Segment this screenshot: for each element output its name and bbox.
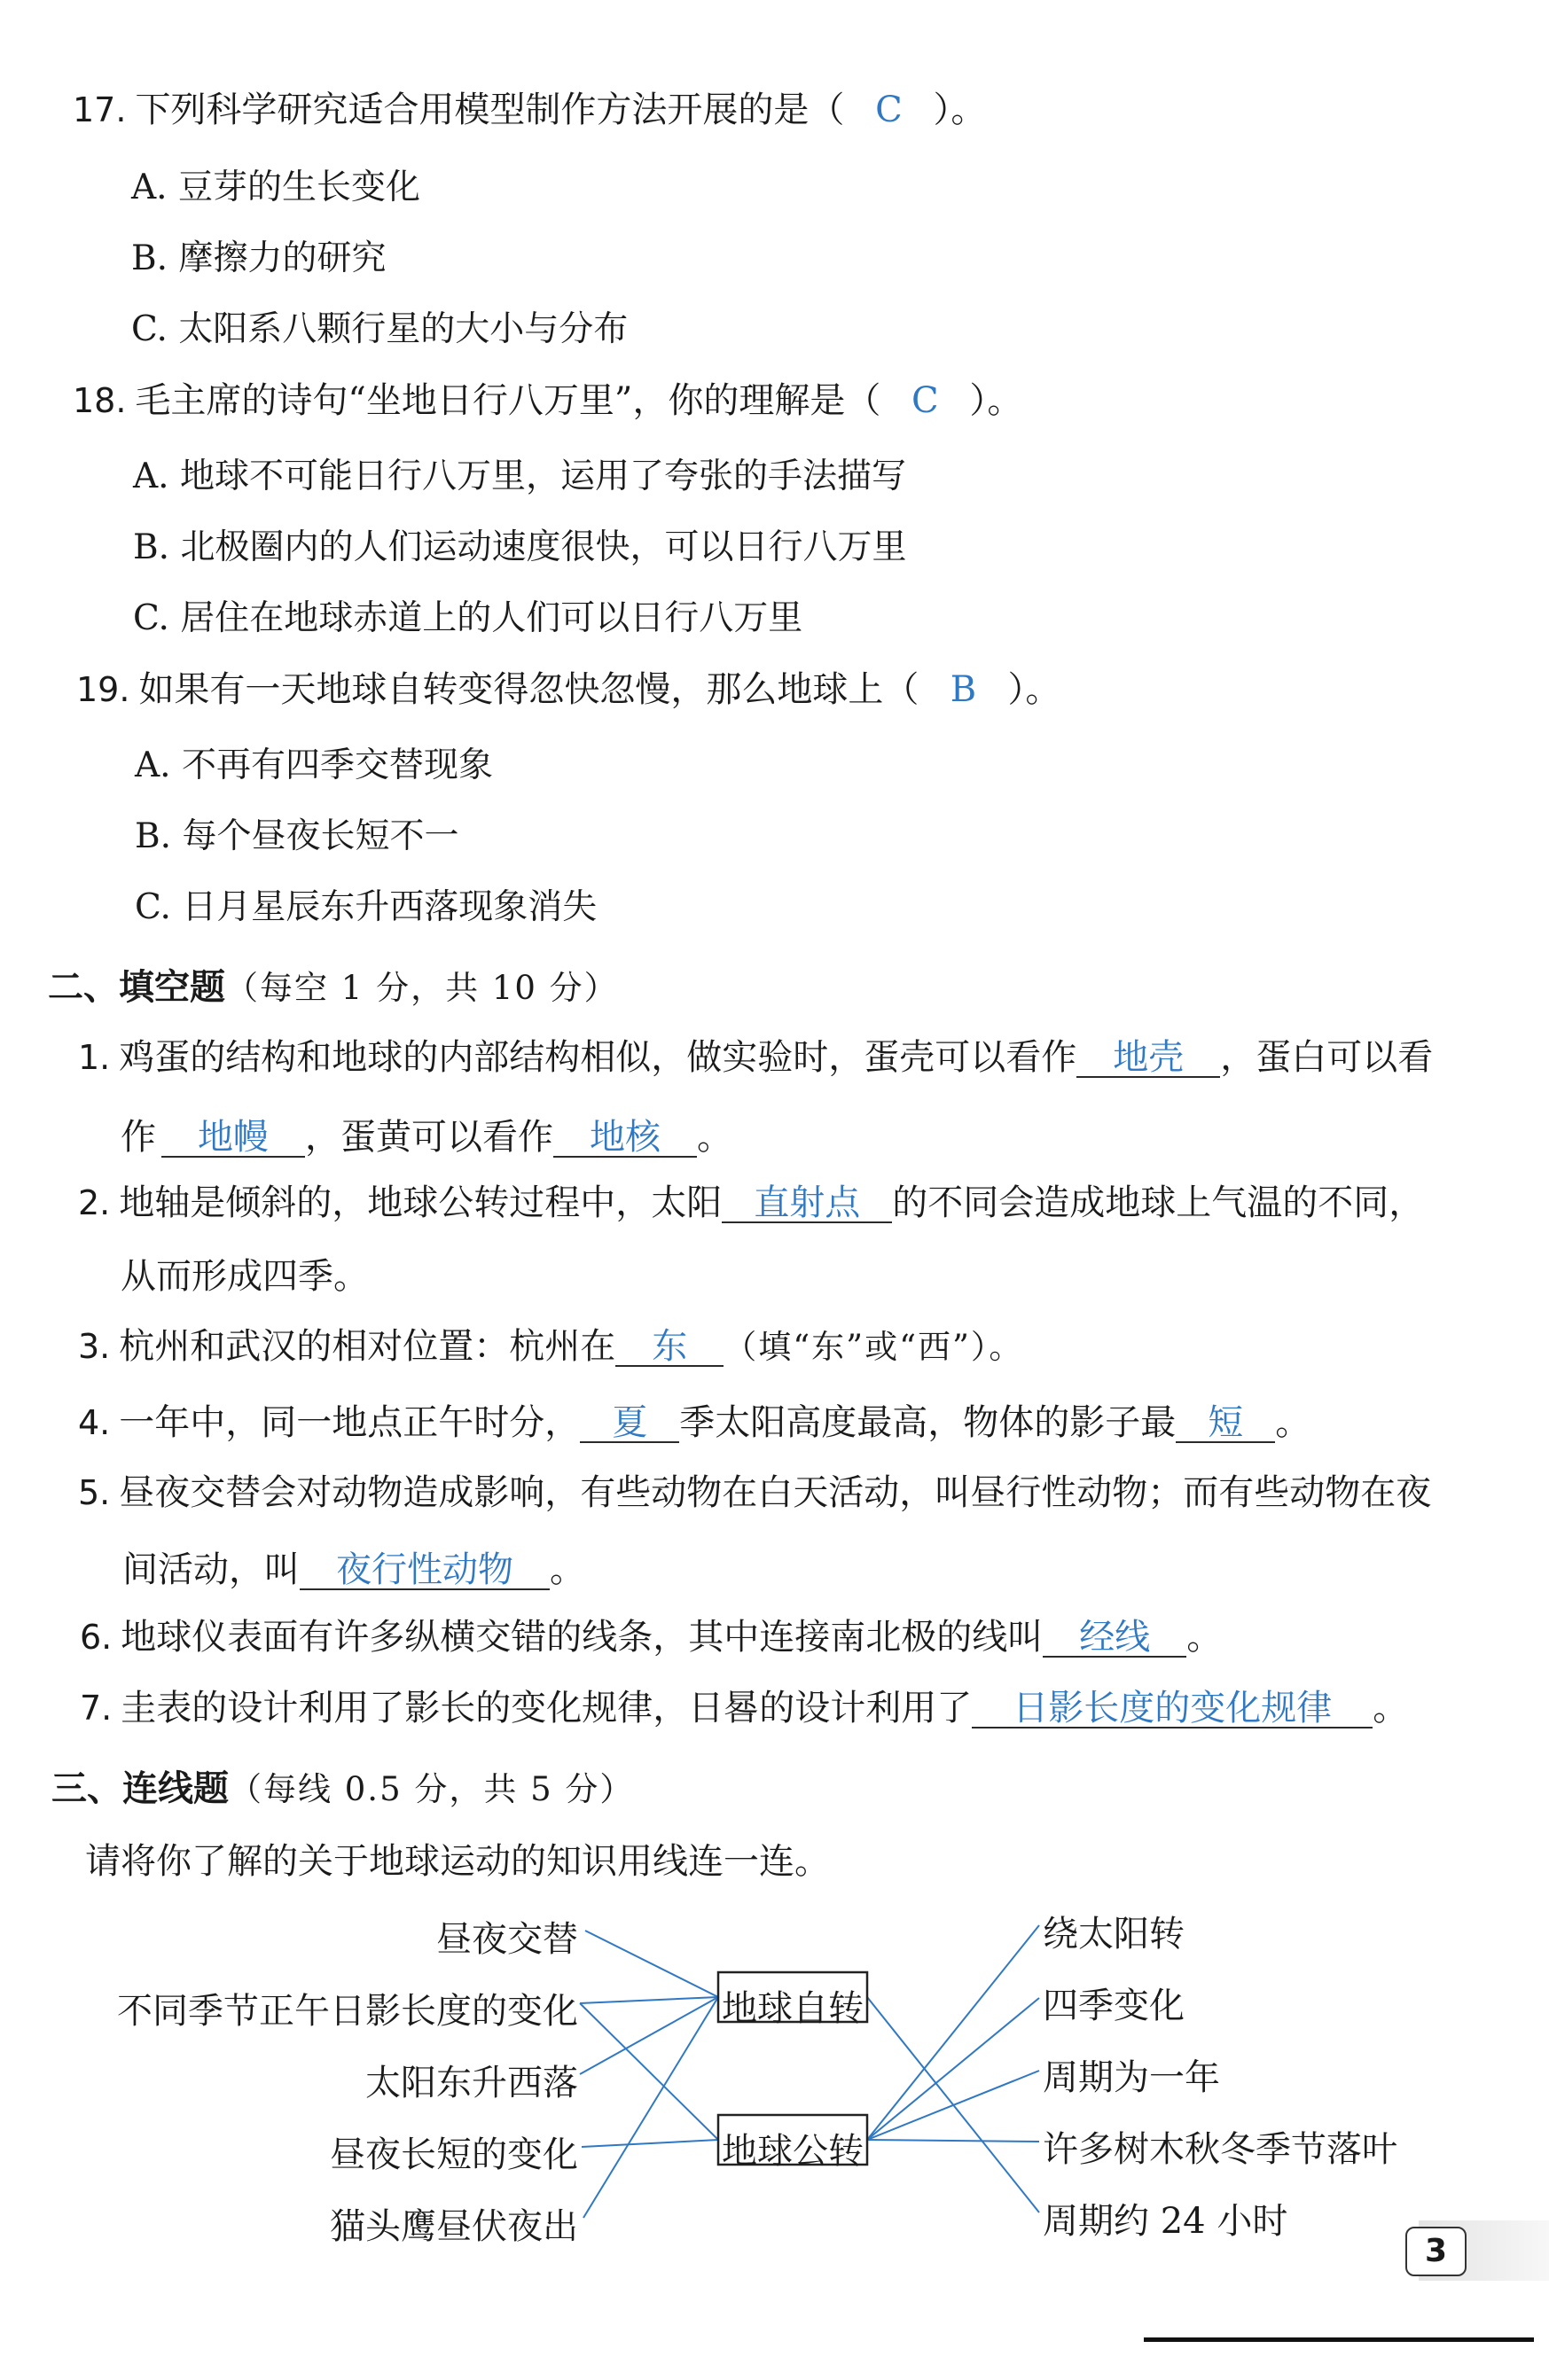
answer-choice: C bbox=[911, 380, 939, 421]
question-text: 。 bbox=[1275, 1402, 1311, 1443]
question-text: 昼夜交替会对动物造成影响，有些动物在白天活动，叫昼行性动物；而有些动物在夜 bbox=[119, 1472, 1432, 1513]
right-item: 四季变化 bbox=[1043, 1986, 1185, 2026]
question-text: 。 bbox=[550, 1549, 585, 1590]
question-text: 季太阳高度最高，物体的影子最 bbox=[679, 1402, 1177, 1443]
answer-blank: 东 bbox=[615, 1328, 724, 1367]
question-text: 圭表的设计利用了影长的变化规律，日晷的设计利用了 bbox=[121, 1688, 973, 1728]
section-note: （每线 0.5 分，共 5 分） bbox=[229, 1770, 635, 1808]
question-text: 作 bbox=[121, 1117, 156, 1158]
answer-blank: 地幔 bbox=[161, 1119, 305, 1158]
option-b: B. 每个昼夜长短不一 bbox=[135, 816, 459, 856]
matching-line bbox=[585, 1931, 718, 1997]
matching-line bbox=[867, 2071, 1039, 2140]
question-number: 18. bbox=[73, 381, 127, 420]
fill-question-2-cont: 从而形成四季。 bbox=[121, 1256, 369, 1297]
right-item: 许多树木秋冬季节落叶 bbox=[1043, 2129, 1397, 2170]
question-text: 。 bbox=[697, 1117, 732, 1158]
question-number: 17. bbox=[73, 90, 127, 129]
question-number: 7. bbox=[80, 1689, 113, 1728]
question-text: 。 bbox=[1186, 1617, 1223, 1658]
question-number: 3. bbox=[78, 1327, 111, 1366]
question-number: 4. bbox=[78, 1403, 111, 1442]
answer-blank: 日影长度的变化规律 bbox=[972, 1689, 1373, 1728]
center-item-revolution: 地球公转 bbox=[722, 2131, 864, 2172]
answer-choice: B bbox=[950, 669, 977, 710]
option-a: A. 豆芽的生长变化 bbox=[131, 168, 420, 207]
matching-line bbox=[580, 1997, 718, 2074]
answer-blank: 直射点 bbox=[722, 1184, 892, 1223]
right-item: 周期约 24 小时 bbox=[1043, 2201, 1288, 2242]
question-text: ，蛋黄可以看作 bbox=[305, 1117, 553, 1158]
option-b: B. 摩擦力的研究 bbox=[131, 238, 387, 278]
question-stem: 毛主席的诗句“坐地日行八万里”，你的理解是（ bbox=[135, 380, 881, 421]
question-text: 间活动，叫 bbox=[122, 1549, 300, 1590]
right-item: 绕太阳转 bbox=[1043, 1914, 1185, 1955]
question-text: 鸡蛋的结构和地球的内部结构相似，做实验时，蛋壳可以看作 bbox=[119, 1037, 1077, 1078]
section-title: 三、连线题 bbox=[51, 1768, 229, 1809]
question-text: 杭州和武汉的相对位置：杭州在 bbox=[119, 1326, 616, 1367]
question-stem: 如果有一天地球自转变得忽快忽慢，那么地球上（ bbox=[138, 669, 919, 710]
answer-blank: 地壳 bbox=[1076, 1039, 1220, 1078]
answer-blank: 夜行性动物 bbox=[300, 1551, 550, 1590]
left-item: 昼夜长短的变化 bbox=[330, 2134, 578, 2175]
option-a: A. 地球不可能日行八万里，运用了夸张的手法描写 bbox=[133, 456, 906, 496]
option-c: C. 太阳系八颗行星的大小与分布 bbox=[131, 309, 629, 349]
bottom-rule bbox=[1144, 2337, 1534, 2342]
question-number: 1. bbox=[78, 1038, 111, 1077]
answer-blank: 经线 bbox=[1043, 1619, 1186, 1658]
question-text: 的不同会造成地球上气温的不同， bbox=[892, 1182, 1425, 1223]
question-number: 19. bbox=[76, 670, 130, 709]
answer-blank: 短 bbox=[1176, 1404, 1275, 1443]
matching-line bbox=[867, 1925, 1039, 2140]
matching-line bbox=[867, 2140, 1039, 2142]
question-stem-end: ）。 bbox=[1007, 669, 1061, 710]
left-item: 太阳东升西落 bbox=[365, 2063, 578, 2103]
question-stem-end: ）。 bbox=[969, 380, 1023, 421]
answer-blank: 夏 bbox=[580, 1404, 679, 1443]
question-number: 6. bbox=[80, 1618, 113, 1657]
left-item: 昼夜交替 bbox=[436, 1919, 578, 1960]
question-text: ，蛋白可以看 bbox=[1220, 1037, 1434, 1078]
matching-line bbox=[580, 2003, 718, 2140]
center-item-rotation: 地球自转 bbox=[722, 1988, 864, 2029]
option-c: C. 日月星辰东升西落现象消失 bbox=[135, 887, 598, 927]
option-c: C. 居住在地球赤道上的人们可以日行八万里 bbox=[133, 598, 803, 638]
page-number: 3 bbox=[1405, 2227, 1467, 2276]
matching-line bbox=[583, 1997, 718, 2218]
option-a: A. 不再有四季交替现象 bbox=[135, 745, 493, 785]
matching-line bbox=[582, 2140, 718, 2147]
option-b: B. 北极圈内的人们运动速度很快，可以日行八万里 bbox=[133, 527, 907, 567]
answer-blank: 地核 bbox=[553, 1119, 697, 1158]
question-text: （填“东”或“西”）。 bbox=[724, 1328, 1024, 1366]
question-stem-end: ）。 bbox=[933, 90, 987, 130]
answer-choice: C bbox=[875, 90, 903, 130]
matching-instruction: 请将你了解的关于地球运动的知识用线连一连。 bbox=[85, 1841, 830, 1882]
left-item: 不同季节正午日影长度的变化 bbox=[117, 1991, 578, 2032]
question-number: 2. bbox=[78, 1183, 111, 1222]
section-title: 二、填空题 bbox=[48, 967, 225, 1008]
matching-line bbox=[580, 1997, 718, 2003]
question-stem: 下列科学研究适合用模型制作方法开展的是（ bbox=[135, 90, 845, 130]
right-item: 周期为一年 bbox=[1043, 2057, 1220, 2098]
question-text: 地轴是倾斜的，地球公转过程中，太阳 bbox=[119, 1182, 723, 1223]
section-note: （每空 1 分，共 10 分） bbox=[225, 969, 619, 1007]
left-item: 猫头鹰昼伏夜出 bbox=[330, 2206, 578, 2247]
matching-lines bbox=[580, 1925, 1039, 2218]
question-number: 5. bbox=[78, 1473, 111, 1512]
question-text: 。 bbox=[1373, 1688, 1409, 1728]
question-text: 一年中，同一地点正午时分， bbox=[119, 1402, 581, 1443]
matching-line bbox=[867, 1998, 1039, 2140]
question-text: 地球仪表面有许多纵横交错的线条，其中连接南北极的线叫 bbox=[121, 1617, 1044, 1658]
